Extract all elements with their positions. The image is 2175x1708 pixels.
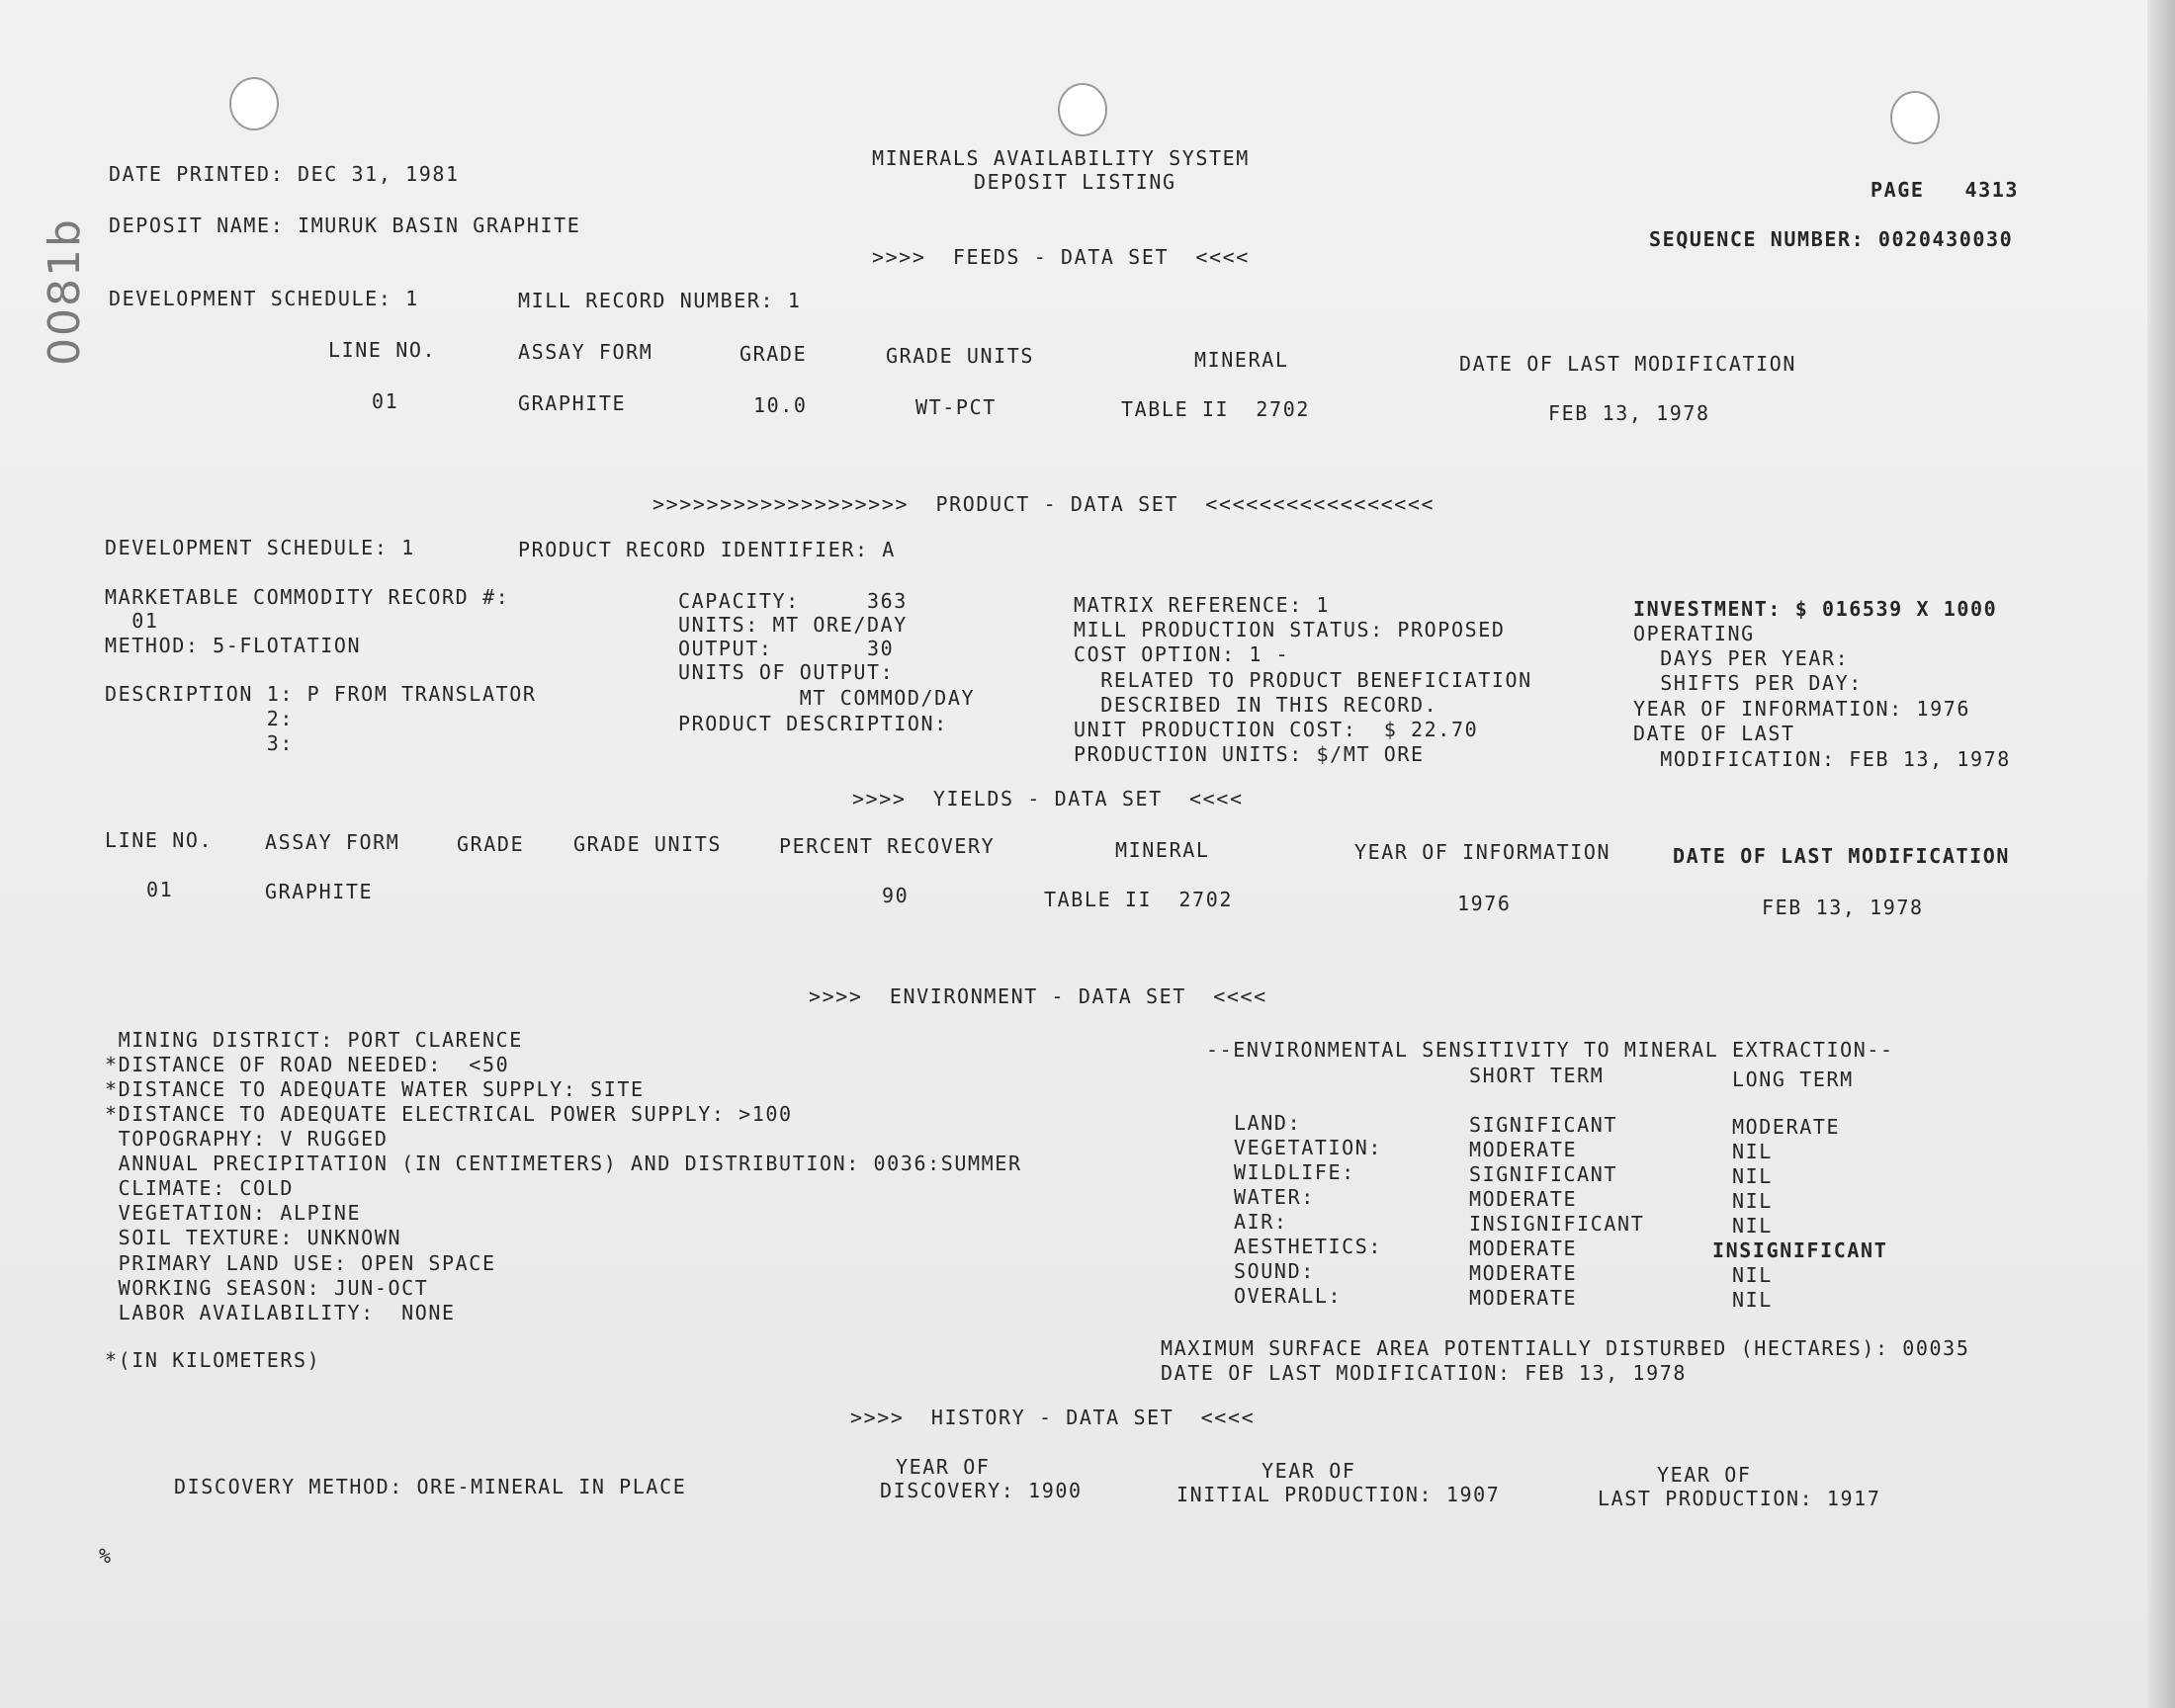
sensitivity-short: MODERATE [1469,1187,1578,1211]
product-section-title: >>>>>>>>>>>>>>>>>>> PRODUCT - DATA SET <<<<<<<<<<<<<<<<< [652,492,1436,516]
page-edge [2147,0,2175,1708]
yields-date-mod: FEB 13, 1978 [1762,896,1924,919]
product-commodity-label: MARKETABLE COMMODITY RECORD #: [105,585,510,609]
history-discovery-method: DISCOVERY METHOD: ORE-MINERAL IN PLACE [174,1475,687,1498]
sensitivity-label: OVERALL: [1234,1284,1343,1308]
product-cost-related: RELATED TO PRODUCT BENEFICIATION [1074,668,1532,692]
side-stamp: 0081b [40,217,90,366]
env-land-use: PRIMARY LAND USE: OPEN SPACE [105,1251,496,1275]
yields-assay-form: GRAPHITE [265,880,374,903]
system-title: MINERALS AVAILABILITY SYSTEM [872,146,1250,170]
yields-mineral: TABLE II 2702 [1044,888,1233,911]
deposit-name: DEPOSIT NAME: IMURUK BASIN GRAPHITE [109,214,581,237]
feeds-mineral: TABLE II 2702 [1121,397,1310,421]
product-cost-option: COST OPTION: 1 - [1074,642,1290,666]
env-vegetation: VEGETATION: ALPINE [105,1201,362,1225]
history-section-title: >>>> HISTORY - DATA SET <<<< [850,1406,1256,1429]
listing-title: DEPOSIT LISTING [974,170,1176,194]
sensitivity-short: MODERATE [1469,1138,1578,1161]
feeds-assay-form: GRAPHITE [518,391,627,415]
sequence-number: SEQUENCE NUMBER: 0020430030 [1649,227,2014,251]
product-units: UNITS: MT ORE/DAY [678,613,908,637]
feeds-col-line-no: LINE NO. [328,338,437,362]
sensitivity-label: VEGETATION: [1234,1136,1383,1159]
product-method: METHOD: 5-FLOTATION [105,634,362,657]
env-labor: LABOR AVAILABILITY: NONE [105,1301,456,1324]
product-shifts-per-day: SHIFTS PER DAY: [1633,671,1863,695]
sensitivity-short-term-header: SHORT TERM [1469,1064,1605,1087]
sensitivity-long-term-header: LONG TERM [1732,1068,1854,1091]
product-matrix-reference: MATRIX REFERENCE: 1 [1074,593,1331,617]
env-water-distance: *DISTANCE TO ADEQUATE WATER SUPPLY: SITE [105,1077,645,1101]
yields-col-grade-units: GRADE UNITS [573,832,723,856]
yields-col-mineral: MINERAL [1115,838,1210,862]
punch-hole [229,77,279,130]
sensitivity-long: MODERATE [1732,1115,1841,1139]
product-days-per-year: DAYS PER YEAR: [1633,646,1850,670]
env-power-distance: *DISTANCE TO ADEQUATE ELECTRICAL POWER SUPPLY: >100 [105,1102,793,1126]
env-road-distance: *DISTANCE OF ROAD NEEDED: <50 [105,1053,510,1076]
feeds-grade: 10.0 [753,393,808,417]
product-record-identifier: PRODUCT RECORD IDENTIFIER: A [518,538,896,561]
feeds-col-date-mod: DATE OF LAST MODIFICATION [1459,352,1797,376]
date-printed: DATE PRINTED: DEC 31, 1981 [109,162,460,186]
sensitivity-short: MODERATE [1469,1261,1578,1285]
env-mining-district: MINING DISTRICT: PORT CLARENCE [105,1028,523,1052]
history-initial-production: INITIAL PRODUCTION: 1907 [1176,1483,1501,1506]
feeds-dev-schedule: DEVELOPMENT SCHEDULE: 1 [109,287,419,310]
product-output: OUTPUT: 30 [678,637,895,660]
sensitivity-long: NIL [1732,1288,1773,1312]
sensitivity-short: MODERATE [1469,1286,1578,1310]
product-operating: OPERATING [1633,622,1755,645]
yields-col-percent-recovery: PERCENT RECOVERY [779,834,996,858]
sensitivity-short: SIGNIFICANT [1469,1162,1618,1186]
product-description-2: 2: [105,707,294,730]
product-capacity: CAPACITY: 363 [678,589,908,613]
product-units-of-output: UNITS OF OUTPUT: [678,660,895,684]
history-year-of-initial-label: YEAR OF [1262,1459,1356,1483]
sensitivity-long: NIL [1732,1164,1773,1188]
history-year-of-last-label: YEAR OF [1657,1463,1752,1487]
env-max-area: MAXIMUM SURFACE AREA POTENTIALLY DISTURBED (HECTARES): 00035 [1161,1336,1970,1360]
yields-year-info: 1976 [1457,892,1512,915]
sensitivity-label: SOUND: [1234,1259,1315,1283]
product-description-3: 3: [105,731,294,755]
product-product-description: PRODUCT DESCRIPTION: [678,712,948,735]
yields-section-title: >>>> YIELDS - DATA SET <<<< [852,787,1244,811]
sensitivity-long: NIL [1732,1263,1773,1287]
feeds-col-grade-units: GRADE UNITS [886,344,1035,368]
env-soil-texture: SOIL TEXTURE: UNKNOWN [105,1226,402,1249]
product-production-units: PRODUCTION UNITS: $/MT ORE [1074,742,1425,766]
feeds-grade-units: WT-PCT [915,395,997,419]
yields-percent-recovery: 90 [882,884,910,907]
env-working-season: WORKING SEASON: JUN-OCT [105,1276,429,1300]
product-modification: MODIFICATION: FEB 13, 1978 [1633,747,2011,771]
environment-section-title: >>>> ENVIRONMENT - DATA SET <<<< [809,984,1267,1008]
feeds-date-mod: FEB 13, 1978 [1548,401,1710,425]
sensitivity-label: WILDLIFE: [1234,1160,1355,1184]
sensitivity-long: NIL [1732,1189,1773,1213]
product-output-units-value: MT COMMOD/DAY [678,686,976,710]
product-cost-described: DESCRIBED IN THIS RECORD. [1074,693,1438,717]
punch-hole [1890,91,1940,144]
env-footnote: *(IN KILOMETERS) [105,1348,321,1372]
yields-line-no: 01 [146,878,174,901]
sensitivity-title: --ENVIRONMENTAL SENSITIVITY TO MINERAL EXTRACTION-- [1206,1038,1894,1062]
product-dev-schedule: DEVELOPMENT SCHEDULE: 1 [105,536,415,559]
punch-hole [1058,83,1107,136]
product-commodity-value: 01 [105,609,159,633]
feeds-col-mineral: MINERAL [1194,348,1289,372]
end-mark: % [99,1544,113,1568]
yields-col-assay-form: ASSAY FORM [265,830,400,854]
sensitivity-label: AIR: [1234,1210,1288,1234]
product-investment: INVESTMENT: $ 016539 X 1000 [1633,597,1998,621]
sensitivity-short: SIGNIFICANT [1469,1113,1618,1137]
sensitivity-short: INSIGNIFICANT [1469,1212,1645,1236]
product-unit-cost: UNIT PRODUCTION COST: $ 22.70 [1074,718,1479,741]
sensitivity-long: NIL [1732,1140,1773,1163]
feeds-col-grade: GRADE [740,342,808,366]
env-precipitation: ANNUAL PRECIPITATION (IN CENTIMETERS) AND DISTRIBUTION: 0036:SUMMER [105,1152,1022,1175]
yields-col-date-mod: DATE OF LAST MODIFICATION [1673,844,2011,868]
feeds-col-assay-form: ASSAY FORM [518,340,653,364]
history-discovery-year: DISCOVERY: 1900 [880,1479,1083,1502]
env-topography: TOPOGRAPHY: V RUGGED [105,1127,389,1151]
product-mill-status: MILL PRODUCTION STATUS: PROPOSED [1074,618,1506,641]
sensitivity-long: INSIGNIFICANT [1712,1238,1888,1262]
sensitivity-label: LAND: [1234,1111,1302,1135]
sensitivity-long: NIL [1732,1214,1773,1238]
product-year-of-information: YEAR OF INFORMATION: 1976 [1633,697,1971,721]
env-date-mod: DATE OF LAST MODIFICATION: FEB 13, 1978 [1161,1361,1687,1385]
product-date-of-last: DATE OF LAST [1633,722,1795,745]
yields-col-line-no: LINE NO. [105,828,214,852]
feeds-line-no: 01 [372,389,399,413]
sensitivity-label: AESTHETICS: [1234,1235,1383,1258]
page-number: PAGE 4313 [1870,178,2020,202]
env-climate: CLIMATE: COLD [105,1176,294,1200]
feeds-section-title: >>>> FEEDS - DATA SET <<<< [872,245,1250,269]
yields-col-year-info: YEAR OF INFORMATION [1354,840,1611,864]
sensitivity-short: MODERATE [1469,1237,1578,1260]
history-year-of-discovery-label: YEAR OF [896,1455,991,1479]
sensitivity-label: WATER: [1234,1185,1315,1209]
product-description-1: DESCRIPTION 1: P FROM TRANSLATOR [105,682,537,706]
mill-record-number: MILL RECORD NUMBER: 1 [518,289,802,312]
yields-col-grade: GRADE [457,832,525,856]
history-last-production: LAST PRODUCTION: 1917 [1598,1487,1881,1510]
